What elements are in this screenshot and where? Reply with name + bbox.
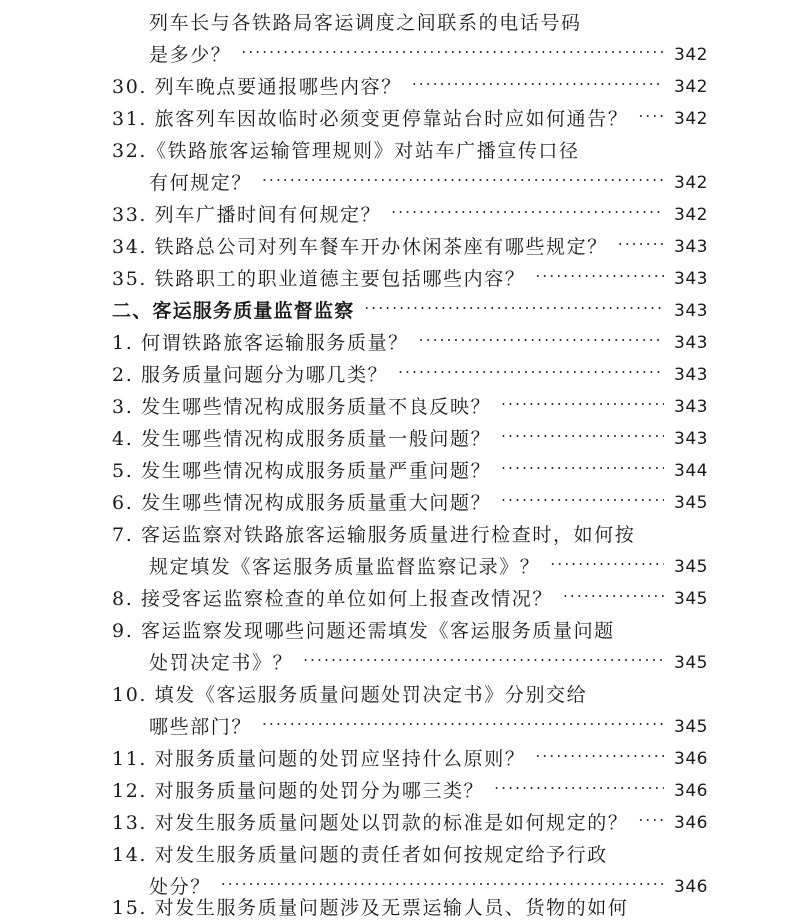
toc-page-number: 342 [674, 45, 708, 65]
toc-entry-29-line1 [149, 3, 708, 35]
toc-entry-29-line2 [149, 35, 708, 67]
toc-entry-32-line1 [112, 131, 708, 163]
leader-dots [535, 264, 664, 288]
toc-entry-text: 1. 何谓铁路旅客运输服务质量？ [112, 332, 409, 354]
toc-page-number: 343 [674, 269, 708, 289]
toc-entry-text: 7. 客运监察对铁路旅客运输服务质量进行检查时，如何按 [112, 524, 636, 546]
toc-entry-text: 11. 对服务质量问题的处罚应坚持什么原则？ [112, 748, 526, 770]
toc-entry-text: 6. 发生哪些情况构成服务质量重大问题？ [112, 492, 492, 514]
toc-entry-text: 30. 列车晚点要通报哪些内容？ [112, 76, 402, 98]
leader-dots [419, 328, 664, 352]
leader-dots [241, 40, 664, 64]
toc-entry-30 [112, 67, 708, 99]
toc-entry-15-line1 [112, 895, 708, 920]
leader-dots [535, 744, 664, 768]
toc-entry-text: 15. 对发生服务质量问题涉及无票运输人员、货物的如何 [112, 897, 629, 919]
toc-entry-13 [112, 803, 708, 835]
toc-page-number: 343 [674, 237, 708, 257]
toc-entry-text: 5. 发生哪些情况构成服务质量严重问题？ [112, 460, 492, 482]
toc-entry-5 [112, 451, 708, 483]
toc-entry-text: 31. 旅客列车因故临时必须变更停靠站台时应如何通告？ [112, 108, 629, 130]
leader-dots [501, 424, 664, 448]
toc-section-heading [112, 291, 708, 323]
leader-dots [364, 296, 664, 320]
toc-entry-text: 32.《铁路旅客运输管理规则》对站车广播宣传口径 [112, 140, 580, 162]
leader-dots [638, 104, 664, 128]
toc-entry-7-line2 [149, 547, 708, 579]
toc-page-number: 342 [674, 77, 708, 97]
toc-entry-9-line1 [112, 611, 708, 643]
leader-dots [618, 232, 664, 256]
toc-entry-11 [112, 739, 708, 771]
toc-page-number: 346 [674, 813, 708, 833]
toc-entry-text: 列车长与各铁路局客运调度之间联系的电话号码 [149, 12, 582, 34]
toc-entry-text: 14. 对发生服务质量问题的责任者如何按规定给予行政 [112, 844, 608, 866]
leader-dots [638, 808, 664, 832]
toc-entry-8 [112, 579, 708, 611]
toc-entry-text: 2. 服务质量问题分为哪几类？ [112, 364, 389, 386]
toc-entry-3 [112, 387, 708, 419]
toc-page-number: 343 [674, 333, 708, 353]
toc-page-number: 346 [674, 749, 708, 769]
toc-page-number: 342 [674, 173, 708, 193]
toc-page-number: 343 [674, 365, 708, 385]
leader-dots [262, 168, 664, 192]
leader-dots [262, 712, 664, 736]
toc-page-number: 345 [674, 557, 708, 577]
leader-dots [398, 360, 664, 384]
toc-entry-2 [112, 355, 708, 387]
toc-page-number: 343 [674, 429, 708, 449]
toc-entry-text: 处分？ [149, 876, 211, 898]
toc-entry-text: 9. 客运监察发现哪些问题还需填发《客运服务质量问题 [112, 620, 615, 642]
toc-entry-31 [112, 99, 708, 131]
toc-page-number: 345 [674, 493, 708, 513]
toc-entry-text: 10. 填发《客运服务质量问题处罚决定书》分别交给 [112, 684, 588, 706]
toc-entry-text: 3. 发生哪些情况构成服务质量不良反映？ [112, 396, 492, 418]
toc-entry-text: 35. 铁路职工的职业道德主要包括哪些内容？ [112, 268, 526, 290]
leader-dots [501, 392, 664, 416]
toc-entry-text: 处罚决定书》？ [149, 652, 294, 674]
toc-entry-text: 有何规定？ [149, 172, 253, 194]
toc-entry-12 [112, 771, 708, 803]
leader-dots [550, 552, 664, 576]
toc-entry-text: 是多少？ [149, 44, 232, 66]
toc-entry-34 [112, 227, 708, 259]
toc-page-number: 343 [674, 301, 708, 321]
leader-dots [501, 488, 664, 512]
toc-page-number: 345 [674, 717, 708, 737]
toc-entry-1 [112, 323, 708, 355]
toc-entry-text: 33. 列车广播时间有何规定？ [112, 204, 382, 226]
leader-dots [412, 72, 664, 96]
section-title: 二、客运服务质量监督监察 [112, 300, 355, 322]
leader-dots [501, 456, 664, 480]
toc-entry-7-line1 [112, 515, 708, 547]
leader-dots [494, 776, 664, 800]
toc-entry-text: 13. 对发生服务质量问题处以罚款的标准是如何规定的？ [112, 812, 629, 834]
toc-page-number: 345 [674, 653, 708, 673]
toc-page-number: 343 [674, 397, 708, 417]
toc-entry-text: 8. 接受客运监察检查的单位如何上报查改情况？ [112, 588, 553, 610]
toc-entry-text: 规定填发《客运服务质量监督监察记录》？ [149, 556, 541, 578]
toc-entry-14-line1 [112, 835, 708, 867]
toc-page-number: 342 [674, 205, 708, 225]
leader-dots [391, 200, 664, 224]
leader-dots [563, 584, 664, 608]
toc-entry-text: 34. 铁路总公司对列车餐车开办休闲茶座有哪些规定？ [112, 236, 608, 258]
toc-entry-text: 4. 发生哪些情况构成服务质量一般问题？ [112, 428, 492, 450]
toc-entry-text: 12. 对服务质量问题的处罚分为哪三类？ [112, 780, 485, 802]
toc-entry-9-line2 [149, 643, 708, 675]
toc-page-number: 344 [674, 461, 708, 481]
leader-dots [221, 872, 664, 896]
toc-entry-6 [112, 483, 708, 515]
toc-page-number: 346 [674, 877, 708, 897]
toc-page-number: 345 [674, 589, 708, 609]
toc-entry-32-line2 [149, 163, 708, 195]
leader-dots [303, 648, 664, 672]
toc-entry-10-line1 [112, 675, 708, 707]
toc-entry-4 [112, 419, 708, 451]
toc-entry-35 [112, 259, 708, 291]
toc-page-number: 346 [674, 781, 708, 801]
toc-entry-text: 哪些部门？ [149, 716, 253, 738]
toc-page-number: 342 [674, 109, 708, 129]
toc-entry-10-line2 [149, 707, 708, 739]
toc-entry-33 [112, 195, 708, 227]
